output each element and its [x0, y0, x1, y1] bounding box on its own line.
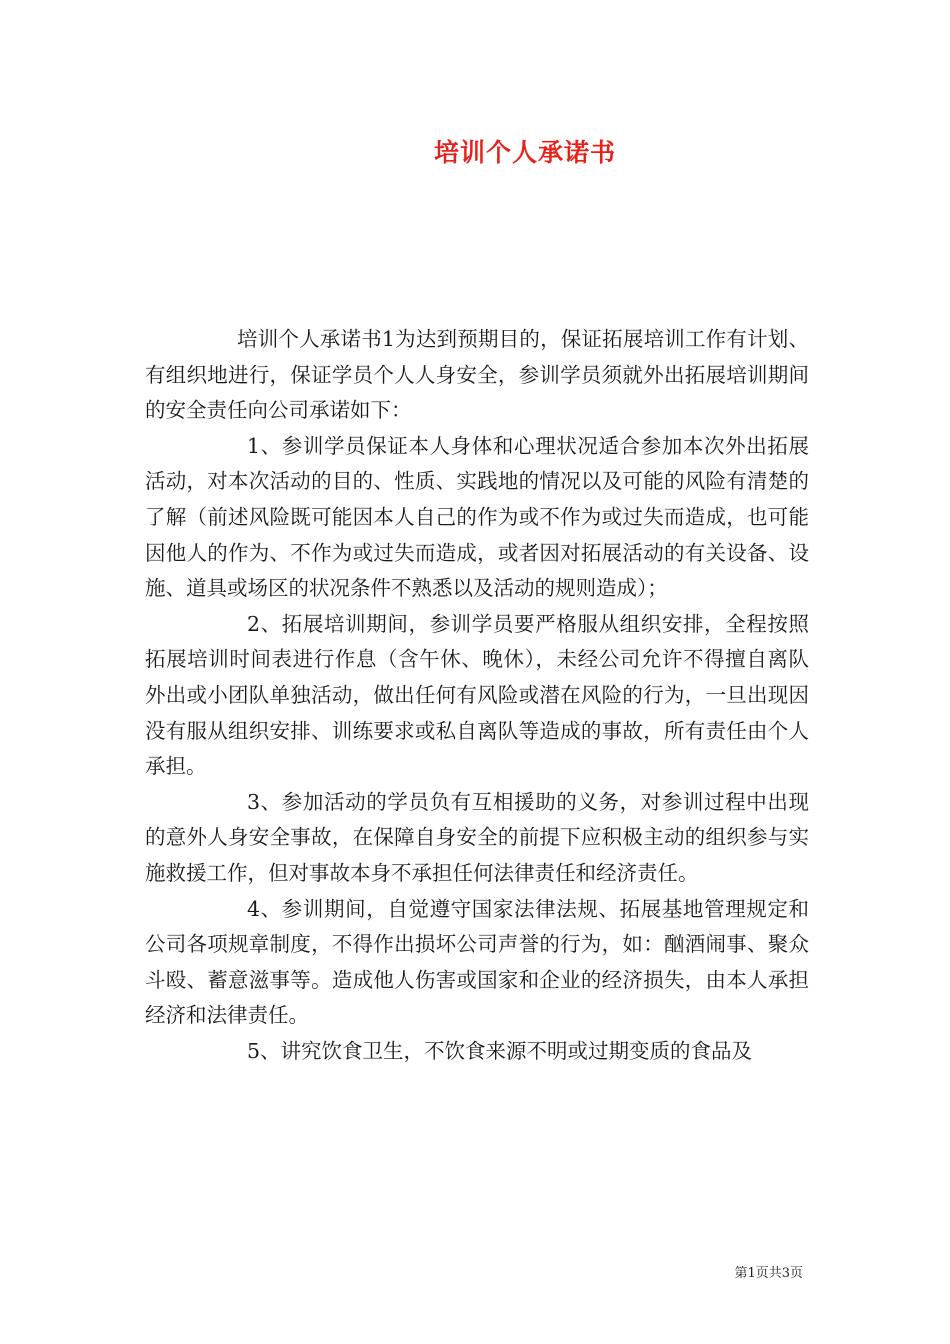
document-body: [145, 322, 809, 1069]
page-number-footer: 第1页共3页: [734, 1266, 803, 1281]
paragraph-item-1: 1、参训学员保证本人身体和心理状况适合参加本次外出拓展活动，对本次活动的目的、性质、实践地的情况以及可能的风险有清楚的了解（前述风险既可能因本人自己的作为或不作为或过失而造成，也可能因他人的作为、不作为或过失而造成，或者因对拓展活动的有关设备、设施、道具或场区的状况条件不熟悉以及活动的规则造成）；: [145, 433, 809, 601]
paragraph-item-5: 5、讲究饮食卫生，不饮食来源不明或过期变质的食品及: [247, 1038, 753, 1063]
paragraph-item-4: 4、参训期间，自觉遵守国家法律法规、拓展基地管理规定和公司各项规章制度，不得作出损坏公司声誉的行为，如：酗酒闹事、聚众斗殴、蓄意滋事等。造成他人伤害或国家和企业的经济损失，由本人承担经济和法律责任。: [145, 896, 809, 1028]
paragraph-item-2: 2、拓展培训期间，参训学员要严格服从组织安排，全程按照拓展培训时间表进行作息（含午休、晚休），未经公司允许不得擅自离队外出或小团队单独活动，做出任何有风险或潜在风险的行为，一旦出现因没有服从组织安排、训练要求或私自离队等造成的事故，所有责任由个人承担。: [145, 611, 809, 779]
paragraph-item-3: 3、参加活动的学员负有互相援助的义务，对参训过程中出现的意外人身安全事故，在保障自身安全的前提下应积极主动的组织参与实施救援工作，但对事故本身不承担任何法律责任和经济责任。: [145, 789, 809, 885]
document-title: 培训个人承诺书: [433, 138, 616, 167]
paragraph-intro: 培训个人承诺书1为达到预期目的，保证拓展培训工作有计划、有组织地进行，保证学员个人人身安全，参训学员须就外出拓展培训期间的安全责任向公司承诺如下：: [145, 327, 809, 423]
